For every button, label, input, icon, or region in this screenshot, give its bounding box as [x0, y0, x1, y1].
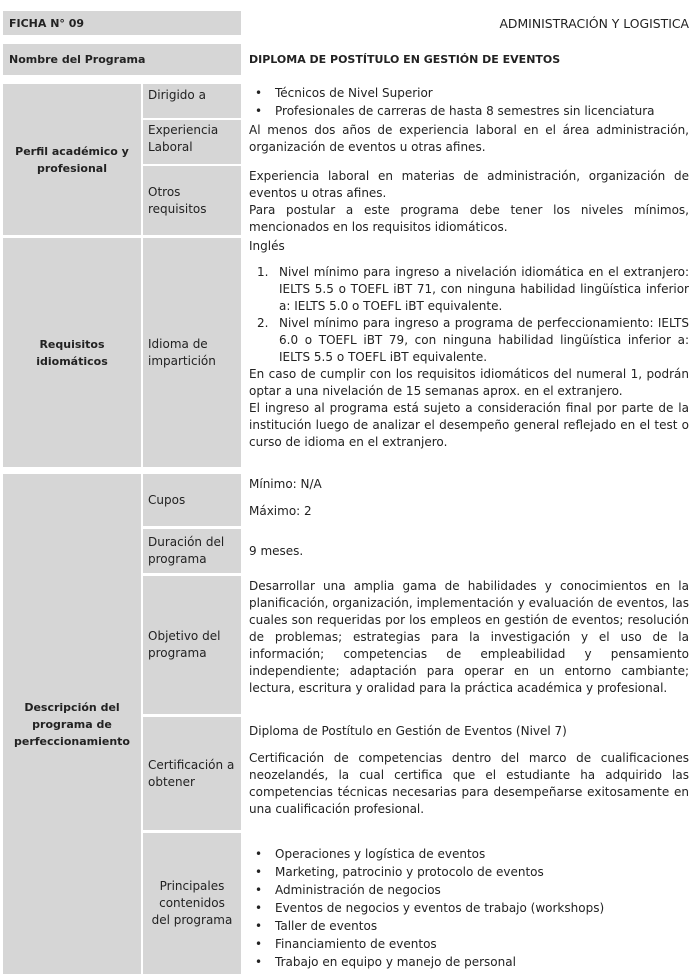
target-list [245, 84, 693, 118]
contents-list [245, 833, 693, 974]
target-item: • Profesionales de carreras de hasta 8 semestres sin licenciatura [249, 102, 689, 120]
other-requirements-text: Para postular a este programa debe tener los niveles mínimos, mencionados en los requisitos idiomáticos. [249, 203, 689, 234]
language-name: Inglés [249, 239, 285, 253]
quota-label: Cupos [143, 474, 241, 526]
profile-section-label: Perfil académico y profesional [3, 84, 141, 235]
language-requirements [245, 238, 693, 467]
content-item: • Eventos de negocios y eventos de trabajo (workshops) [249, 899, 689, 917]
content-item: • Operaciones y logística de eventos [249, 845, 689, 863]
target-item: • Técnicos de Nivel Superior [249, 84, 689, 102]
target-label: Dirigido a [143, 84, 241, 118]
language-note: El ingreso al programa está sujeto a consideración final por parte de la institución luego de analizar el desempeño general reflejado en el test o curso de idioma en el extranjero. [249, 401, 689, 449]
language-note: En caso de cumplir con los requisitos idiomáticos del numeral 1, podrán optar a una nivelación de 15 semanas aprox. en el extranjero. [249, 367, 689, 398]
quota-max: Máximo: 2 [249, 504, 312, 518]
quota-values [245, 474, 693, 526]
certification [245, 717, 693, 830]
language-label: Idioma de impartición [143, 238, 241, 467]
ficha-number: FICHA N° 09 [3, 11, 241, 35]
certification-title: Diploma de Postítulo en Gestión de Eventos (Nivel 7) [249, 724, 567, 738]
other-requirements-label: Otros requisitos [143, 166, 241, 235]
content-item: • Financiamiento de eventos [249, 935, 689, 953]
language-level-number: 2. [257, 316, 269, 330]
contents-label: Principales contenidos del programa [143, 833, 241, 974]
content-item: • Marketing, patrocinio y protocolo de eventos [249, 863, 689, 881]
language-level-item [249, 264, 689, 315]
program-name-label: Nombre del Programa [3, 44, 241, 75]
other-requirements-text: Experiencia laboral en materias de administración, organización de eventos u otras afines. [249, 169, 689, 200]
certification-text: Certificación de competencias dentro del marco de cualificaciones neozelandés, la cual certifica que el estudiante ha adquirido las competencias técnicas necesarias para desempeñarse exitosamente en una cualificación profesional. [249, 751, 689, 816]
program-name-value: DIPLOMA DE POSTÍTULO EN GESTIÓN DE EVENTOS [245, 44, 693, 75]
other-requirements [245, 166, 693, 235]
area-title: ADMINISTRACIÓN Y LOGISTICA [245, 11, 693, 35]
language-level-item [249, 315, 689, 366]
language-section-label: Requisitos idiomáticos [3, 238, 141, 467]
experience-label: Experiencia Laboral [143, 120, 241, 164]
duration-label: Duración del programa [143, 529, 241, 573]
language-level-text: Nivel mínimo para ingreso a nivelación idiomática en el extranjero: IELTS 5.5 o TOEFL iBT 71, con ninguna habilidad lingüística inferior a: IELTS 5.0 o TOEFL iBT equivalente. [279, 265, 689, 313]
content-item: • Administración de negocios [249, 881, 689, 899]
objective-text: Desarrollar una amplia gama de habilidades y conocimientos en la planificación, organización, implementación y evaluación de eventos, las cuales son requeridas por los empleos en gestión de eventos; resolución de problemas; estrategias para la investigación y el uso de la información; competencias de empleabilidad y pensamiento independiente; adaptación para operar en un entorno cambiante; lectura, escritura y oralidad para la práctica académica y profesional. [245, 576, 693, 714]
duration-value: 9 meses. [245, 529, 693, 573]
language-level-number: 1. [257, 265, 269, 279]
content-item: • Taller de eventos [249, 917, 689, 935]
language-level-text: Nivel mínimo para ingreso a programa de perfeccionamiento: IELTS 6.0 o TOEFL iBT 79, con ninguna habilidad lingüística inferior a: IELTS 5.5 o TOEFL iBT equivalente. [279, 316, 689, 364]
objective-label: Objetivo del programa [143, 576, 241, 714]
quota-min: Mínimo: N/A [249, 477, 322, 491]
description-section-label: Descripción del programa de perfeccionamiento [3, 474, 141, 974]
experience-text: Al menos dos años de experiencia laboral en el área administración, organización de eventos u otras afines. [245, 120, 693, 164]
content-item: • Trabajo en equipo y manejo de personal [249, 953, 689, 971]
certification-label: Certificación a obtener [143, 717, 241, 830]
